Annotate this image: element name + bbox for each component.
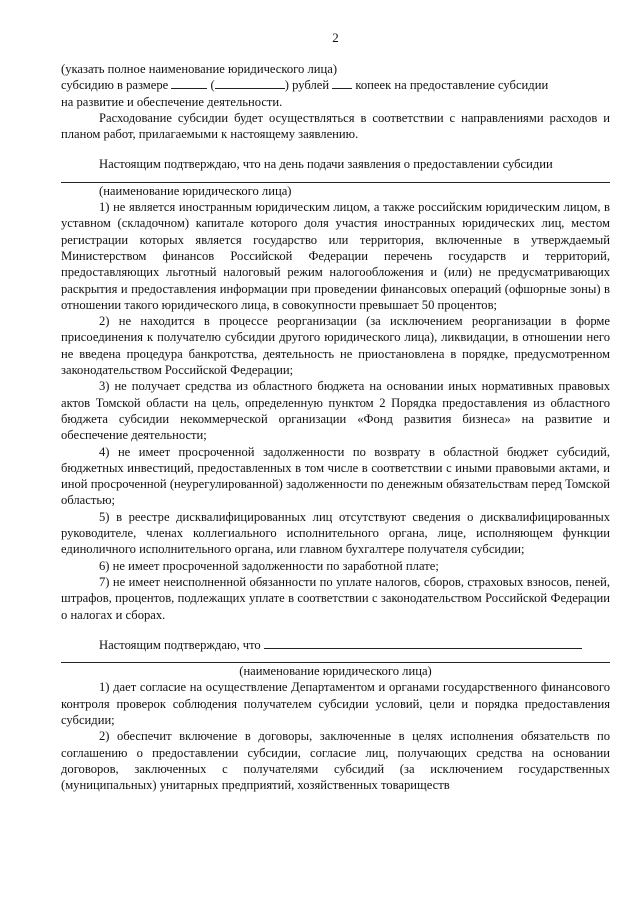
page-number: 2 <box>332 30 339 45</box>
paren-close: ) рублей <box>284 78 330 93</box>
document-page <box>61 30 610 793</box>
rubles-words-blank[interactable] <box>215 77 285 89</box>
org-name-label-2: (наименование юридического лица) <box>239 664 432 679</box>
confirm1-item: 4) не имеет просроченной задолженности по возврату в областной бюджет субсидий, бюджетных инвестиций, предоставленных в том числе в соответствии с иными правовыми актами, и иной просроченной (неурегулированной) задолженности по денежным обязательствам перед Томской областью; <box>61 444 610 508</box>
confirm1-item: 3) не получает средства из областного бюджета на основании иных нормативных правовых актов Томской области на цель, определенную пунктом 2 Порядка предоставления из областного бюджета субсидии некоммерческой организации «Фонд развития бизнеса» на развитие и обеспечение деятельности; <box>61 379 610 443</box>
purpose-line: на развитие и обеспечение деятельности. <box>61 94 283 109</box>
rubles-blank[interactable] <box>171 77 207 89</box>
amount-suffix: копеек на предоставление субсидии <box>355 78 549 93</box>
amount-prefix: субсидию в размере <box>61 78 169 93</box>
confirm2-line <box>61 637 610 653</box>
org-name-label-1: (наименование юридического лица) <box>99 183 292 198</box>
name-hint: (указать полное наименование юридического лица) <box>61 62 338 76</box>
org-name-field-2a[interactable] <box>264 637 582 649</box>
org-name-field-1[interactable] <box>61 173 610 183</box>
confirm1-item: 6) не имеет просроченной задолженности по заработной плате; <box>99 558 439 573</box>
confirm2-text: Настоящим подтверждаю, что <box>99 637 261 652</box>
confirm1-item: 5) в реестре дисквалифицированных лиц отсутствуют сведения о дисквалифицированных руководителе, членах коллегиального исполнительного органа, лице, исполняющем функции единоличного исполнительного органа, или главном бухгалтере получателя субсидии; <box>61 509 610 557</box>
org-name-field-2b[interactable] <box>61 653 610 663</box>
confirm2-item: 2) обеспечит включение в договоры, заключенные в целях исполнения обязательств по соглашению о предоставлении субсидии, согласие лиц, получающих средства на основании договоров, заключенных с получателями субсидий (за исключением государственных (муниципальных) унитарных предприятий, хозяйственных товариществ <box>61 729 610 793</box>
kopecks-blank[interactable] <box>332 77 352 89</box>
confirm1-item: 1) не является иностранным юридическим лицом, а также российским юридическим лицом, в уставном (складочном) капитале которого доля участия иностранных юридических лиц, местом регистрации которых является государство или территория, включенные в утверждаемый Министерством финансов Российской Федерации перечень государств и территорий, предоставляющих льготный налоговый режим налогообложения и (или) не предусматривающих раскрытия и предоставления информации при проведении финансовых операций (офшорные зоны) в отношении такого юридического лица, в совокупности превышает 50 процентов; <box>61 200 610 312</box>
confirm1-item: 7) не имеет неисполненной обязанности по уплате налогов, сборов, страховых взносов, пеней, штрафов, процентов, подлежащих уплате в соответствии с законодательством Российской Федерации о налогах и сборах. <box>61 574 610 622</box>
spending-paragraph: Расходование субсидии будет осуществляться в соответствии с направлениями расходов и планом работ, прилагаемыми к настоящему заявлению. <box>61 110 610 142</box>
confirm2-item: 1) дает согласие на осуществление Департаментом и органами государственного финансового контроля проверок соблюдения получателем субсидии условий, цели и порядка предоставления субсидии; <box>61 680 610 727</box>
confirm1-item: 2) не находится в процессе реорганизации (за исключением реорганизации в форме присоединения к получателю субсидии другого юридического лица), ликвидации, в отношении него не введена процедура банкротства, деятельность не приостановлена в порядке, предусмотренном законодательством Российской Федерации; <box>61 314 610 378</box>
amount-line <box>61 77 610 93</box>
confirm1-text: Настоящим подтверждаю, что на день подачи заявления о предоставлении субсидии <box>99 157 553 172</box>
paren-open: ( <box>210 78 215 93</box>
